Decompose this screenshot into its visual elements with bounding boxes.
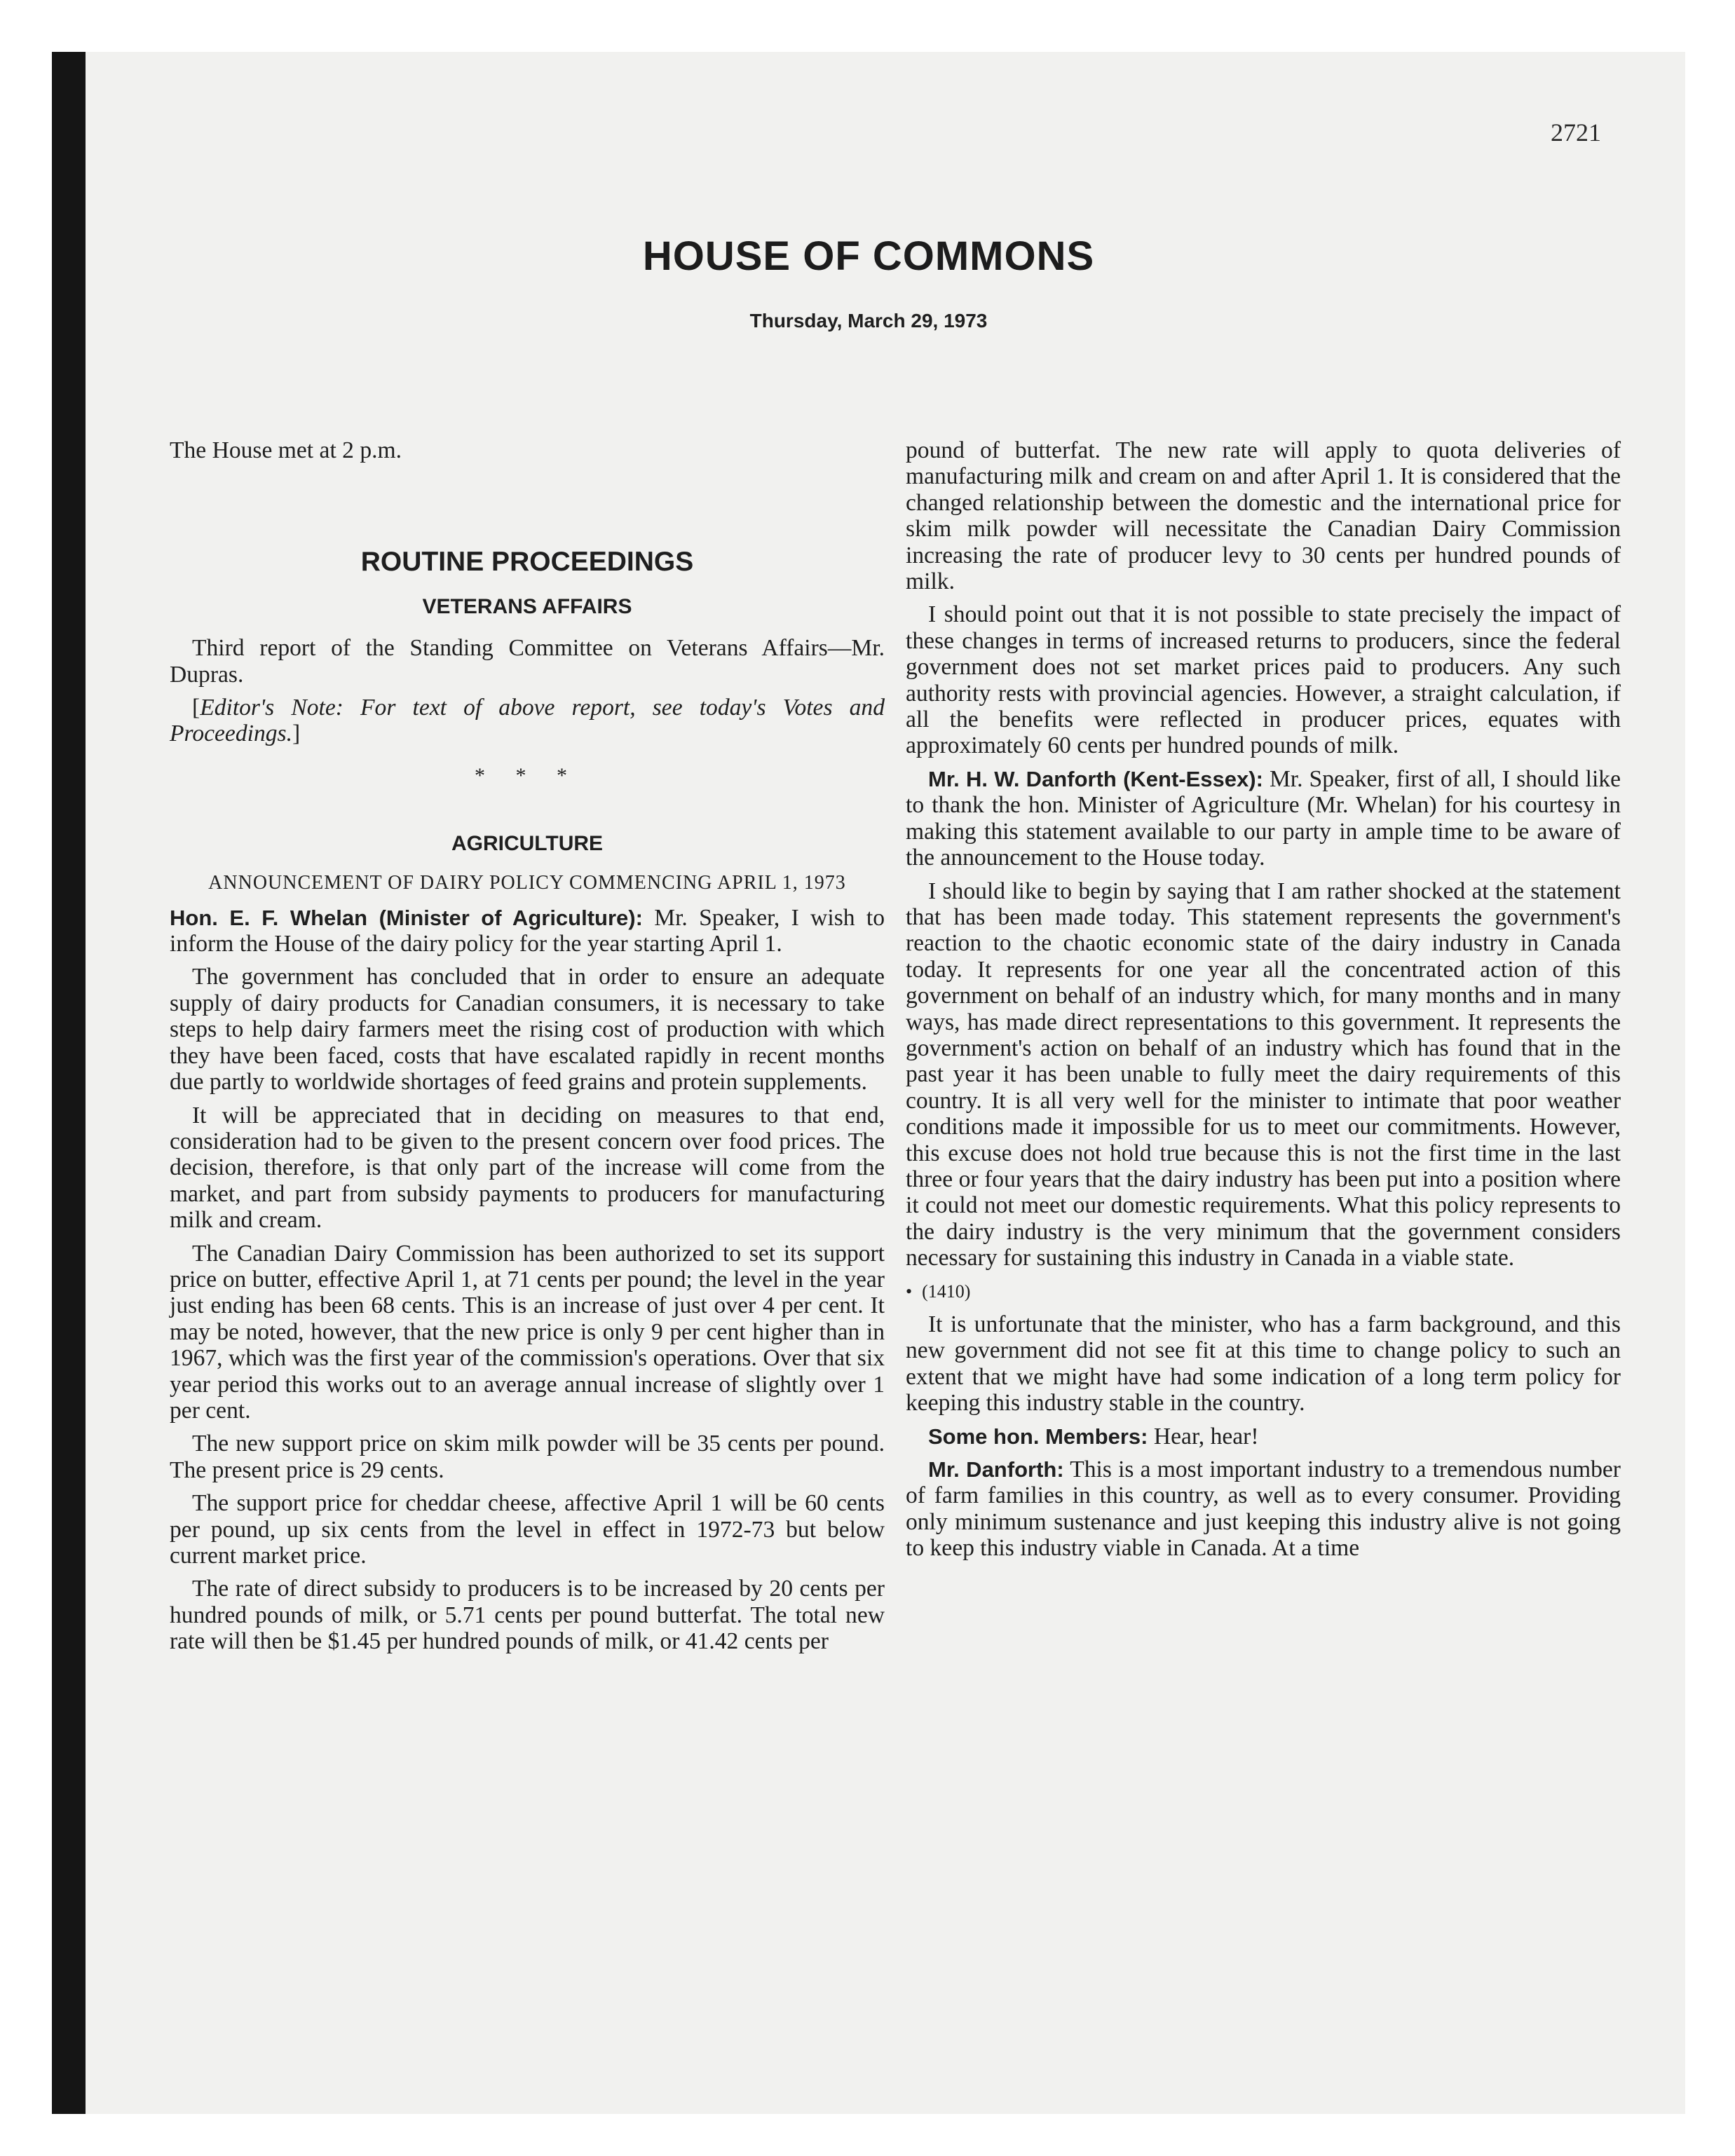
paragraph-point-out: I should point out that it is not possible to state precisely the impact of these changes in terms of increased returns to producers, since the federal government does not set market prices paid to producers. Any such authority rests with provincial agencies. However, a straight calculation, if all the benefits were reflected in producer prices, equates with approximately 60 cents per hundred pounds of milk. bbox=[906, 601, 1621, 759]
paragraph-unfortunate: It is unfortunate that the minister, who has a farm background, and this new government did not see fit at this time to change policy to such an extent that we might have had some indication of a long term policy for keeping this industry stable in the country. bbox=[906, 1311, 1621, 1417]
paragraph-government: The government has concluded that in order to ensure an adequate supply of dairy products for Canadian consumers, it is necessary to take steps to help dairy farmers meet the rising cost of production with which they have been faced, costs that have escalated rapidly in recent months due partly to worldwide shortages of feed grains and protein supplements. bbox=[170, 964, 885, 1096]
paragraph-cheddar: The support price for cheddar cheese, affective April 1 will be 60 cents per pound, up six cents from the level in effect in 1972-73 but below current market price. bbox=[170, 1490, 885, 1569]
speech-text: This is a most important industry to a tremendous number of farm families in this country, as well as to every consumer. Providing only minimum sustenance and just keeping this industry alive is not going to keep this industry viable in Canada. At a time bbox=[906, 1456, 1621, 1562]
speaker-name: Hon. E. F. Whelan (Minister of Agriculture): bbox=[170, 905, 643, 930]
whelan-statement bbox=[170, 905, 885, 957]
danforth-statement bbox=[906, 766, 1621, 871]
speaker-name: Mr. Danforth: bbox=[928, 1457, 1064, 1482]
scanned-page bbox=[52, 52, 1685, 2114]
speaker-name: Mr. H. W. Danforth (Kent-Essex): bbox=[928, 766, 1263, 791]
subheading-agriculture: AGRICULTURE bbox=[451, 832, 604, 856]
paragraph-appreciated: It will be appreciated that in deciding on measures to that end, consideration had to be given to the present concern over food prices. The decision, therefore, is that only part of the increase will come from the market, and part from subsidy payments to producers for manufacturing milk and cream. bbox=[170, 1102, 885, 1234]
binding-shadow bbox=[52, 52, 86, 2114]
right-column bbox=[906, 437, 1621, 1569]
speech-text: Mr. Speaker, first of all, I should like to thank the hon. Minister of Agriculture (Mr. Whelan) for his courtesy in making this statement available to our party in ample time to be aware of the announcement to the House today. bbox=[906, 765, 1621, 871]
left-column bbox=[170, 437, 885, 1662]
veterans-report-paragraph: Third report of the Standing Committee on Veterans Affairs—Mr. Dupras. bbox=[170, 635, 885, 688]
section-heading-routine-proceedings: ROUTINE PROCEEDINGS bbox=[360, 547, 694, 578]
editors-note-open: [ bbox=[192, 695, 200, 721]
speech-text: Hear, hear! bbox=[1153, 1423, 1259, 1449]
members-interjection bbox=[906, 1424, 1621, 1449]
speech-text: Mr. Speaker, I wish to inform the House of the dairy policy for the year starting April 1. bbox=[170, 904, 885, 957]
paragraph-skim-milk: The new support price on skim milk powder will be 35 cents per pound. The present price is 29 cents. bbox=[170, 1431, 885, 1483]
danforth-continued bbox=[906, 1456, 1621, 1562]
announcement-caption: ANNOUNCEMENT OF DAIRY POLICY COMMENCING APRIL 1, 1973 bbox=[208, 871, 846, 894]
editors-note-close: ] bbox=[292, 721, 301, 747]
editors-note-text: Editor's Note: For text of above report, see today's Votes and Proceedings. bbox=[170, 695, 885, 747]
time-stamp bbox=[906, 1278, 1621, 1304]
paragraph-butterfat: pound of butterfat. The new rate will apply to quota deliveries of manufacturing milk and cream on and after April 1. It is considered that the changed relationship between the domestic and the international price for skim milk powder will necessitate the Canadian Dairy Commission increasing the rate of producer levy to 30 cents per hundred pounds of milk. bbox=[906, 437, 1621, 595]
page-number: 2721 bbox=[1551, 118, 1601, 146]
paragraph-subsidy: The rate of direct subsidy to producers is to be increased by 20 cents per hundred pounds of milk, or 5.71 cents per pound butterfat. The total new rate will then be $1.45 per hundred pounds of milk, or 41.42 cents per bbox=[170, 1576, 885, 1655]
sitting-date: Thursday, March 29, 1973 bbox=[749, 310, 988, 332]
section-separator: * * * bbox=[475, 763, 580, 787]
opening-line: The House met at 2 p.m. bbox=[170, 437, 402, 463]
speaker-name: Some hon. Members: bbox=[928, 1424, 1148, 1449]
editors-note bbox=[170, 695, 885, 747]
bullet-icon: • bbox=[906, 1281, 913, 1302]
page-masthead: HOUSE OF COMMONS bbox=[642, 233, 1095, 279]
paragraph-shocked: I should like to begin by saying that I am rather shocked at the statement that has been made today. This statement represents the government's reaction to the chaotic economic state of the dairy industry in Canada today. It represents for one year all the concentrated action of this government on behalf of an industry which, for many months and in many ways, has made direct representations to this government. It represents the government's action on behalf of an industry which has found that in the past year it has been unable to fully meet the dairy requirements of this country. It is all very well for the minister to intimate that poor weather conditions made it impossible for us to meet our commitments. However, this excuse does not hold true because this is not the first time in the last three or four years that the dairy industry has been put into a position where it could not meet our domestic requirements. What this policy represents to the dairy industry is the very minimum that the government considers necessary for sustaining this industry in Canada in a viable state. bbox=[906, 878, 1621, 1271]
subheading-veterans-affairs: VETERANS AFFAIRS bbox=[422, 594, 632, 618]
time-stamp-text: (1410) bbox=[922, 1281, 971, 1302]
paragraph-dairy-commission: The Canadian Dairy Commission has been authorized to set its support price on butter, effective April 1, at 71 cents per pound; the level in the year just ending has been 68 cents. This is an increase of just over 4 per cent. It may be noted, however, that the new price is only 9 per cent higher than in 1967, which was the first year of the commission's operations. Over that six year period this works out to an average annual increase of slightly over 1 per cent. bbox=[170, 1240, 885, 1424]
